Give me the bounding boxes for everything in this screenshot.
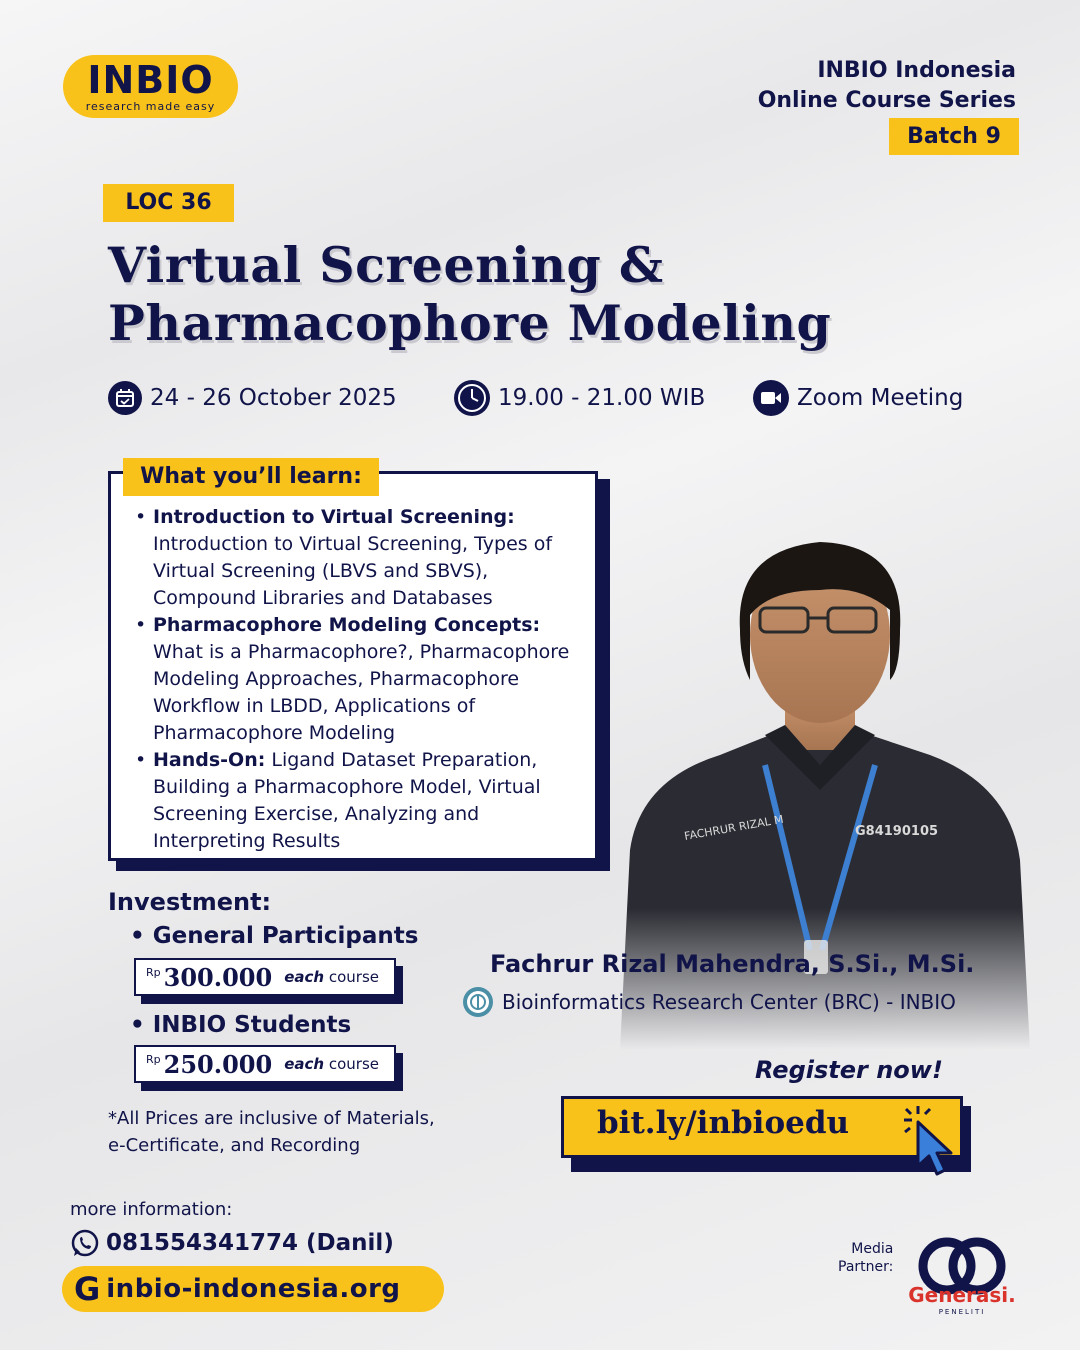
learn-item (131, 612, 581, 747)
logo-text: INBIO (87, 58, 214, 102)
time-text: 19.00 - 21.00 WIB (498, 385, 706, 411)
price-each: each (284, 1055, 325, 1073)
batch-badge: Batch 9 (889, 118, 1019, 155)
register-cta: Register now! (755, 1056, 943, 1084)
badge-name-text: FACHRUR RIZAL M (683, 812, 785, 843)
currency-label: Rp (146, 1053, 161, 1066)
date-info (108, 380, 397, 416)
affiliation-text: Bioinformatics Research Center (BRC) - INBIO (502, 990, 956, 1014)
note-line2: e-Certificate, and Recording (108, 1135, 361, 1156)
more-info-label: more information: (70, 1199, 233, 1220)
note-line1: *All Prices are inclusive of Materials, (108, 1108, 435, 1129)
website-g-icon: G (74, 1270, 101, 1308)
video-camera-icon (753, 380, 789, 416)
learn-item-title: Pharmacophore Modeling Concepts: (153, 614, 541, 636)
learn-item-title: Introduction to Virtual Screening: (153, 506, 515, 528)
generasi-text: Generasi. (908, 1283, 1016, 1307)
whatsapp-icon (70, 1228, 100, 1258)
learn-item-text: What is a Pharmacophore?, Pharmacophore Modeling Approaches, Pharmacophore Workflow in LBDD, Applications of Pharmacophore Modeling (153, 641, 570, 744)
tier-general-name: • General Participants (130, 923, 418, 949)
course-title (108, 236, 831, 352)
website-pill[interactable] (62, 1266, 444, 1312)
register-link-text[interactable]: bit.ly/inbioedu (597, 1105, 850, 1141)
speaker-name: Fachrur Rizal Mahendra, S.Si., M.Si. (490, 950, 975, 978)
series-line2: Online Course Series (757, 88, 1016, 113)
currency-label: Rp (146, 966, 161, 979)
website-text[interactable]: inbio-indonesia.org (106, 1274, 401, 1304)
date-text: 24 - 26 October 2025 (150, 385, 397, 411)
platform-text: Zoom Meeting (797, 385, 964, 411)
tier-students-name: • INBIO Students (130, 1012, 351, 1038)
learn-list (131, 504, 581, 855)
learn-item (131, 504, 581, 612)
price-unit: course (324, 968, 379, 986)
learn-item-title: Hands-On: (153, 749, 266, 771)
investment-heading: Investment: (108, 888, 272, 916)
speaker-affiliation (462, 986, 956, 1018)
brc-logo-icon (462, 986, 494, 1018)
generasi-peneliti-logo (902, 1234, 1022, 1324)
badge-id-text: G84190105 (855, 824, 939, 839)
learn-heading: What you’ll learn: (123, 458, 379, 496)
series-info (758, 56, 1016, 116)
time-info (454, 380, 705, 416)
learn-item (131, 747, 581, 855)
clock-icon (454, 380, 490, 416)
phone-contact[interactable] (70, 1228, 394, 1258)
price-each: each (284, 968, 325, 986)
platform-info (753, 380, 963, 416)
price-unit: course (324, 1055, 379, 1073)
inbio-logo (63, 55, 238, 118)
price-box-students (134, 1045, 396, 1083)
price-amount: 250.000 (163, 1049, 273, 1079)
price-amount: 300.000 (163, 962, 273, 992)
title-line1: Virtual Screening & (108, 236, 664, 294)
phone-text: 081554341774 (Danil) (106, 1230, 394, 1256)
peneliti-text: PENELITI (938, 1308, 986, 1316)
media-label-line2: Partner: (838, 1259, 894, 1275)
series-line1: INBIO Indonesia (817, 58, 1016, 83)
learn-box (108, 471, 598, 861)
title-line2: Pharmacophore Modeling (108, 294, 832, 352)
media-partner-label (838, 1240, 893, 1276)
cursor-click-icon (900, 1104, 960, 1182)
learn-item-text: Introduction to Virtual Screening, Types of Virtual Screening (LBVS and SBVS), Compound Libraries and Databases (153, 533, 553, 609)
price-box-general (134, 958, 396, 996)
calendar-icon (108, 381, 142, 415)
price-note (108, 1105, 435, 1159)
logo-tagline: research made easy (85, 100, 216, 113)
learn-item-text: Ligand Dataset Preparation, Building a Pharmacophore Model, Virtual Screening Exercise, Analyzing and Interpreting Results (153, 749, 541, 852)
media-label-line1: Media (851, 1241, 894, 1257)
course-code-badge: LOC 36 (103, 184, 234, 222)
